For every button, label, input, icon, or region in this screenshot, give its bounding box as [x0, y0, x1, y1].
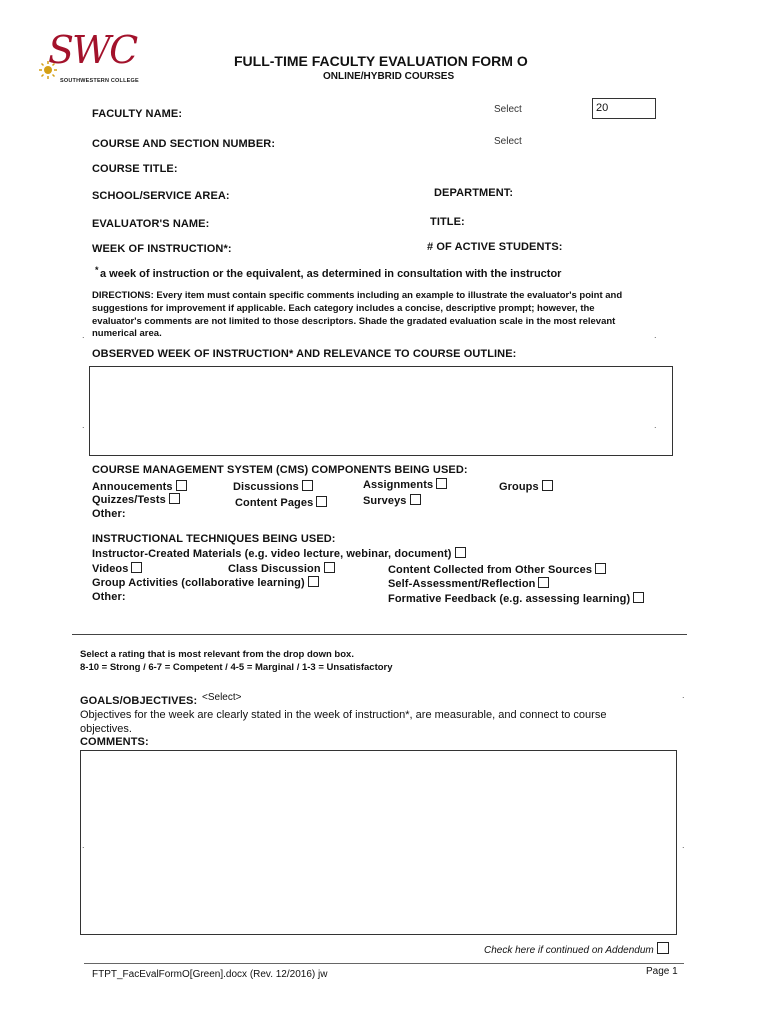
margin-mark: .: [654, 420, 657, 430]
techniques-heading: INSTRUCTIONAL TECHNIQUES BEING USED:: [92, 533, 336, 545]
checkbox-self-assessment[interactable]: [538, 577, 549, 588]
evaluator-name-label: EVALUATOR'S NAME:: [92, 218, 210, 230]
checkbox-content-pages[interactable]: [316, 496, 327, 507]
section-divider: [72, 634, 687, 635]
tech-formative-feedback[interactable]: [388, 592, 644, 605]
footnote-star: *: [95, 265, 99, 275]
footnote-text: a week of instruction or the equivalent, as determined in consultation with the instructor: [100, 268, 562, 280]
page-title: FULL-TIME FACULTY EVALUATION FORM O: [234, 53, 528, 69]
observed-heading: OBSERVED WEEK OF INSTRUCTION* AND RELEVANCE TO COURSE OUTLINE:: [92, 348, 517, 360]
checkbox-formative-feedback[interactable]: [633, 592, 644, 603]
margin-mark: .: [82, 330, 85, 340]
rating-instruction-1: Select a rating that is most relevant from the drop down box.: [80, 649, 354, 660]
checkbox-group-activities[interactable]: [308, 576, 319, 587]
directions-line-3: evaluator's comments are not limited to those descriptors. Shade the gradated evaluation scale in the most relevant: [92, 316, 616, 327]
cms-groups[interactable]: [499, 480, 553, 493]
instructor-materials-label: Instructor-Created Materials (e.g. video lecture, webinar, document): [92, 548, 452, 560]
year-field[interactable]: [592, 98, 656, 119]
footer-divider: [84, 963, 684, 964]
quizzes-label: Quizzes/Tests: [92, 494, 166, 506]
school-area-label: SCHOOL/SERVICE AREA:: [92, 190, 230, 202]
year-value: 20: [596, 102, 609, 114]
tech-self-assessment[interactable]: [388, 577, 549, 590]
tech-class-discussion[interactable]: [228, 562, 335, 575]
goals-description-1: Objectives for the week are clearly stated in the week of instruction*, are measurable, and connect to course: [80, 709, 607, 721]
checkbox-class-discussion[interactable]: [324, 562, 335, 573]
faculty-name-label: FACULTY NAME:: [92, 108, 183, 120]
week-instruction-label: WEEK OF INSTRUCTION*:: [92, 243, 232, 255]
cms-heading: COURSE MANAGEMENT SYSTEM (CMS) COMPONENTS BEING USED:: [92, 464, 468, 476]
cms-announcements[interactable]: [92, 480, 187, 493]
surveys-label: Surveys: [363, 495, 407, 507]
cms-content-pages[interactable]: [235, 496, 327, 509]
videos-label: Videos: [92, 563, 129, 575]
goals-label: GOALS/OBJECTIVES:: [80, 695, 198, 707]
checkbox-discussions[interactable]: [302, 480, 313, 491]
goals-description-2: objectives.: [80, 723, 132, 735]
faculty-select[interactable]: Select: [494, 104, 522, 115]
footer-filename: FTPT_FacEvalFormO[Green].docx (Rev. 12/2016) jw: [92, 969, 328, 980]
discussions-label: Discussions: [233, 481, 299, 493]
content-collected-label: Content Collected from Other Sources: [388, 564, 593, 576]
cms-quizzes[interactable]: [92, 493, 180, 506]
checkbox-groups[interactable]: [542, 480, 553, 491]
tech-content-collected[interactable]: [388, 563, 606, 576]
margin-mark: .: [682, 690, 685, 700]
content-pages-label: Content Pages: [235, 497, 314, 509]
logo-subtext: SOUTHWESTERN COLLEGE: [60, 78, 139, 84]
assignments-label: Assignments: [363, 479, 434, 491]
rating-instruction-2: 8-10 = Strong / 6-7 = Competent / 4-5 = Marginal / 1-3 = Unsatisfactory: [80, 662, 393, 673]
course-section-label: COURSE AND SECTION NUMBER:: [92, 138, 276, 150]
checkbox-content-collected[interactable]: [595, 563, 606, 574]
comments-label: COMMENTS:: [80, 736, 149, 748]
checkbox-announcements[interactable]: [176, 480, 187, 491]
checkbox-assignments[interactable]: [436, 478, 447, 489]
logo-text: SWC: [48, 28, 137, 72]
page-subtitle: ONLINE/HYBRID COURSES: [323, 71, 455, 82]
margin-mark: .: [654, 330, 657, 340]
directions-line-1: DIRECTIONS: Every item must contain specific comments including an example to illustrate the evaluator's point and: [92, 290, 623, 301]
directions-line-4: numerical area.: [92, 328, 162, 339]
cms-assignments[interactable]: [363, 478, 447, 491]
tech-instructor-materials[interactable]: [92, 547, 466, 560]
college-logo: [36, 28, 146, 90]
announcements-label: Annoucements: [92, 481, 173, 493]
observed-comment-box[interactable]: [89, 366, 673, 456]
tech-group-activities[interactable]: [92, 576, 319, 589]
goals-comment-box[interactable]: [80, 750, 677, 935]
department-label: DEPARTMENT:: [434, 187, 514, 199]
page-number: Page 1: [646, 966, 678, 977]
class-discussion-label: Class Discussion: [228, 563, 321, 575]
tech-other-label: Other:: [92, 591, 126, 603]
margin-mark: .: [82, 420, 85, 430]
group-activities-label: Group Activities (collaborative learning): [92, 577, 305, 589]
checkbox-surveys[interactable]: [410, 494, 421, 505]
goals-rating-select[interactable]: <Select>: [202, 692, 242, 703]
course-select[interactable]: Select: [494, 136, 522, 147]
cms-other-label: Other:: [92, 508, 126, 520]
tech-videos[interactable]: [92, 562, 142, 575]
checkbox-videos[interactable]: [131, 562, 142, 573]
directions-line-2: suggestions for improvement if applicable. Each category includes a concise, descriptive prompt; however, the: [92, 303, 595, 314]
addendum-label: Check here if continued on Addendum: [484, 945, 654, 956]
course-title-label: COURSE TITLE:: [92, 163, 178, 175]
addendum-check[interactable]: [484, 942, 669, 956]
margin-mark: .: [82, 840, 85, 850]
active-students-label: # OF ACTIVE STUDENTS:: [427, 241, 563, 253]
checkbox-addendum[interactable]: [657, 942, 669, 954]
checkbox-quizzes[interactable]: [169, 493, 180, 504]
formative-feedback-label: Formative Feedback (e.g. assessing learning): [388, 593, 631, 605]
checkbox-instructor-materials[interactable]: [455, 547, 466, 558]
title-label: TITLE:: [430, 216, 465, 228]
margin-mark: .: [682, 840, 685, 850]
cms-discussions[interactable]: [233, 480, 313, 493]
self-assessment-label: Self-Assessment/Reflection: [388, 578, 536, 590]
groups-label: Groups: [499, 481, 539, 493]
cms-surveys[interactable]: [363, 494, 421, 507]
